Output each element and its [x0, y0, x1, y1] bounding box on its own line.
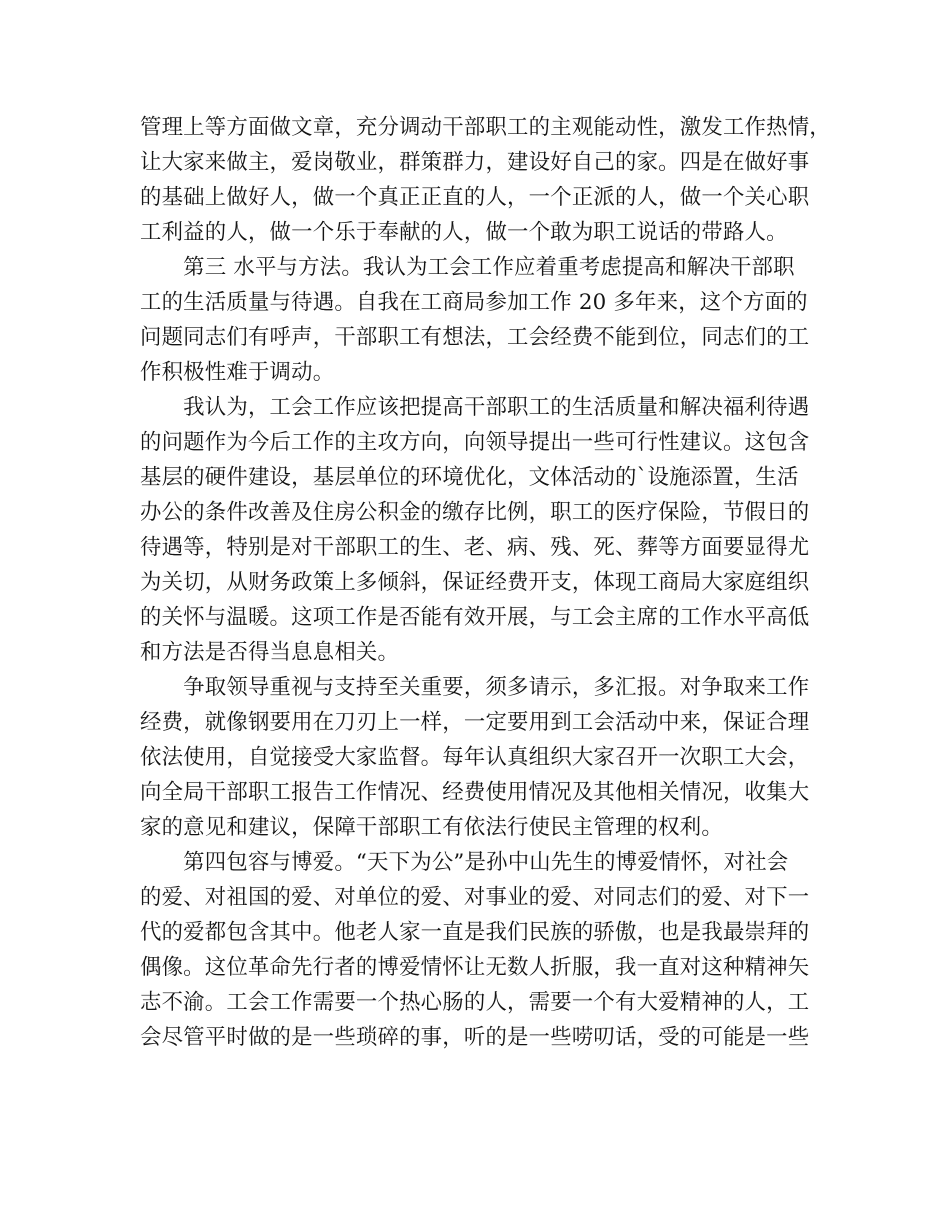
- text-line: 争取领导重视与支持至关重要，须多请示，多汇报。对争取来工作: [140, 675, 810, 700]
- text-line: 和方法是否得当息息相关。: [140, 640, 400, 665]
- text-line: 第四包容与博爱。“天下为公”是孙中山先生的博爱情怀，对社会: [140, 850, 789, 875]
- text-line: 的基础上做好人，做一个真正正直的人，一个正派的人，做一个关心职: [140, 185, 810, 210]
- text-line: 经费，就像钢要用在刀刃上一样，一定要用到工会活动中来，保证合理: [140, 710, 810, 735]
- text-line: 家的意见和建议，保障干部职工有依法行使民主管理的权利。: [140, 815, 723, 840]
- text-line: 工的生活质量与待遇。自我在工商局参加工作 20 多年来，这个方面的: [140, 290, 808, 315]
- text-line: 志不渝。工会工作需要一个热心肠的人，需要一个有大爱精神的人，工: [140, 990, 810, 1015]
- text-line: 办公的条件改善及住房公积金的缴存比例，职工的医疗保险，节假日的: [140, 500, 810, 525]
- body-text: [140, 110, 840, 1055]
- text-line: 为关切，从财务政策上多倾斜，保证经费开支，体现工商局大家庭组织: [140, 570, 810, 595]
- text-line: 向全局干部职工报告工作情况、经费使用情况及其他相关情况，收集大: [140, 780, 810, 805]
- text-line: 代的爱都包含其中。他老人家一直是我们民族的骄傲，也是我最崇拜的: [140, 920, 810, 945]
- text-line: 作积极性难于调动。: [140, 360, 335, 385]
- text-line: 的关怀与温暖。这项工作是否能有效开展，与工会主席的工作水平高低: [140, 605, 810, 630]
- text-line: 基层的硬件建设，基层单位的环境优化，文体活动的`设施添置，生活: [140, 465, 799, 490]
- text-line: 第三 水平与方法。我认为工会工作应着重考虑提高和解决干部职: [140, 255, 795, 280]
- text-line: 待遇等，特别是对干部职工的生、老、病、残、死、葬等方面要显得尤: [140, 535, 810, 560]
- text-line: 让大家来做主，爱岗敬业，群策群力，建设好自己的家。四是在做好事: [140, 150, 810, 175]
- text-line: 偶像。这位革命先行者的博爱情怀让无数人折服，我一直对这种精神矢: [140, 955, 810, 980]
- text-line: 会尽管平时做的是一些琐碎的事，听的是一些唠叨话，受的可能是一些: [140, 1025, 810, 1050]
- text-line: 依法使用，自觉接受大家监督。每年认真组织大家召开一次职工大会，: [140, 745, 810, 770]
- text-line: 的爱、对祖国的爱、对单位的爱、对事业的爱、对同志们的爱、对下一: [140, 885, 810, 910]
- text-line: 问题同志们有呼声，干部职工有想法，工会经费不能到位，同志们的工: [140, 325, 810, 350]
- text-line: 管理上等方面做文章，充分调动干部职工的主观能动性，激发工作热情，: [140, 115, 831, 140]
- text-line: 的问题作为今后工作的主攻方向，向领导提出一些可行性建议。这包含: [140, 430, 810, 455]
- text-line: 我认为，工会工作应该把提高干部职工的生活质量和解决福利待遇: [140, 395, 810, 420]
- text-line: 工利益的人，做一个乐于奉献的人，做一个敢为职工说话的带路人。: [140, 220, 788, 245]
